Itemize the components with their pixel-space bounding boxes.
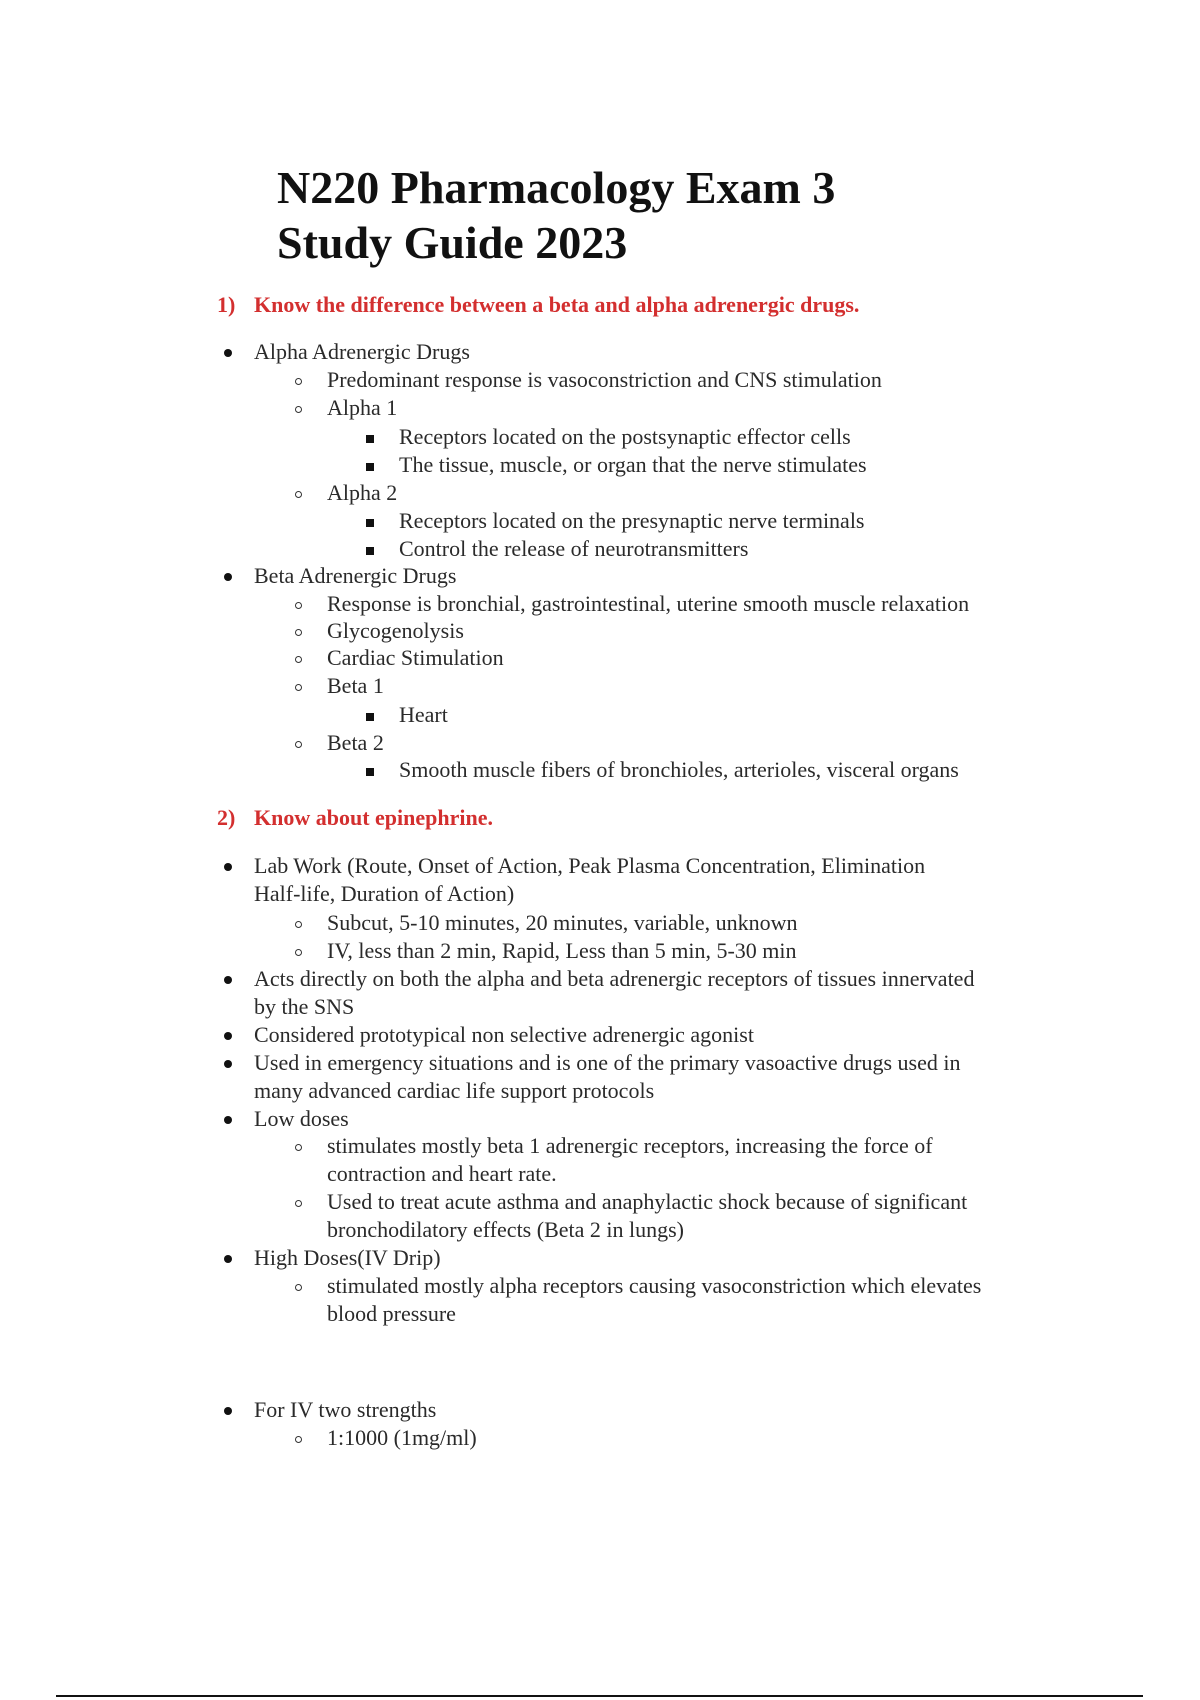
list-item-beta-1: Beta 1 [327, 672, 384, 700]
list-item-alpha-1: Alpha 1 [327, 394, 397, 422]
list-item-acts-directly: Acts directly on both the alpha and beta adrenergic receptors of tissues innervated by the SNS [254, 965, 974, 1021]
circle-bullet-icon [295, 1284, 302, 1291]
list-item-lab-work-detail: IV, less than 2 min, Rapid, Less than 5 min, 5-30 min [327, 937, 797, 965]
circle-bullet-icon [295, 1436, 302, 1443]
section-2-number: 2) [217, 805, 236, 830]
square-bullet-icon [366, 713, 374, 721]
circle-bullet-icon [295, 491, 302, 498]
document-title [277, 160, 835, 270]
bullet-icon [224, 976, 232, 984]
list-item-beta-detail: Cardiac Stimulation [327, 644, 504, 672]
square-bullet-icon [366, 547, 374, 555]
circle-bullet-icon [295, 629, 302, 636]
title-line-2: Study Guide 2023 [277, 217, 628, 268]
section-1-heading [217, 291, 859, 319]
list-item-beta-detail: Glycogenolysis [327, 617, 464, 645]
list-item-lab-work-detail: Subcut, 5-10 minutes, 20 minutes, variable, unknown [327, 909, 798, 937]
circle-bullet-icon [295, 949, 302, 956]
circle-bullet-icon [295, 741, 302, 748]
list-item-emergency: Used in emergency situations and is one of the primary vasoactive drugs used in many advanced cardiac life support protocols [254, 1049, 960, 1105]
bullet-icon [224, 1032, 232, 1040]
list-item-low-doses-detail: stimulates mostly beta 1 adrenergic receptors, increasing the force of contraction and heart rate. [327, 1132, 933, 1188]
page-bottom-rule [56, 1695, 1143, 1697]
list-item-iv-strengths: For IV two strengths [254, 1396, 436, 1424]
list-item-alpha-2: Alpha 2 [327, 479, 397, 507]
section-2-heading [217, 804, 493, 832]
circle-bullet-icon [295, 921, 302, 928]
square-bullet-icon [366, 463, 374, 471]
bullet-icon [224, 349, 232, 357]
list-item-alpha-drugs: Alpha Adrenergic Drugs [254, 338, 470, 366]
list-item-alpha-response: Predominant response is vasoconstriction and CNS stimulation [327, 366, 882, 394]
list-item-alpha-1-detail: Receptors located on the postsynaptic effector cells [399, 423, 851, 451]
bullet-icon [224, 573, 232, 581]
list-item-alpha-2-detail: Receptors located on the presynaptic nerve terminals [399, 507, 865, 535]
bullet-icon [224, 1255, 232, 1263]
list-item-beta-detail: Response is bronchial, gastrointestinal, uterine smooth muscle relaxation [327, 590, 969, 618]
bullet-icon [224, 1407, 232, 1415]
list-item-iv-strength-detail: 1:1000 (1mg/ml) [327, 1424, 477, 1452]
bullet-icon [224, 1116, 232, 1124]
square-bullet-icon [366, 519, 374, 527]
square-bullet-icon [366, 768, 374, 776]
list-item-high-doses-detail: stimulated mostly alpha receptors causing vasoconstriction which elevates blood pressure [327, 1272, 981, 1328]
circle-bullet-icon [295, 378, 302, 385]
list-item-lab-work: Lab Work (Route, Onset of Action, Peak Plasma Concentration, Elimination Half-life, Duration of Action) [254, 852, 925, 908]
list-item-beta-1-detail: Heart [399, 701, 448, 729]
square-bullet-icon [366, 435, 374, 443]
circle-bullet-icon [295, 1200, 302, 1207]
bullet-icon [224, 863, 232, 871]
list-item-beta-2-detail: Smooth muscle fibers of bronchioles, arterioles, visceral organs [399, 756, 959, 784]
list-item-low-doses: Low doses [254, 1105, 349, 1133]
title-line-1: N220 Pharmacology Exam 3 [277, 162, 836, 213]
list-item-low-doses-detail: Used to treat acute asthma and anaphylactic shock because of significant bronchodilatory effects (Beta 2 in lungs) [327, 1188, 967, 1244]
section-2-heading-text: Know about epinephrine. [254, 805, 493, 830]
list-item-prototypical: Considered prototypical non selective adrenergic agonist [254, 1021, 754, 1049]
circle-bullet-icon [295, 602, 302, 609]
list-item-beta-drugs: Beta Adrenergic Drugs [254, 562, 456, 590]
list-item-alpha-2-detail: Control the release of neurotransmitters [399, 535, 748, 563]
circle-bullet-icon [295, 406, 302, 413]
circle-bullet-icon [295, 1144, 302, 1151]
circle-bullet-icon [295, 684, 302, 691]
section-1-number: 1) [217, 292, 236, 317]
bullet-icon [224, 1060, 232, 1068]
list-item-beta-2: Beta 2 [327, 729, 384, 757]
list-item-high-doses: High Doses(IV Drip) [254, 1244, 441, 1272]
section-1-heading-text: Know the difference between a beta and alpha adrenergic drugs. [254, 292, 860, 317]
circle-bullet-icon [295, 656, 302, 663]
list-item-alpha-1-detail: The tissue, muscle, or organ that the nerve stimulates [399, 451, 867, 479]
